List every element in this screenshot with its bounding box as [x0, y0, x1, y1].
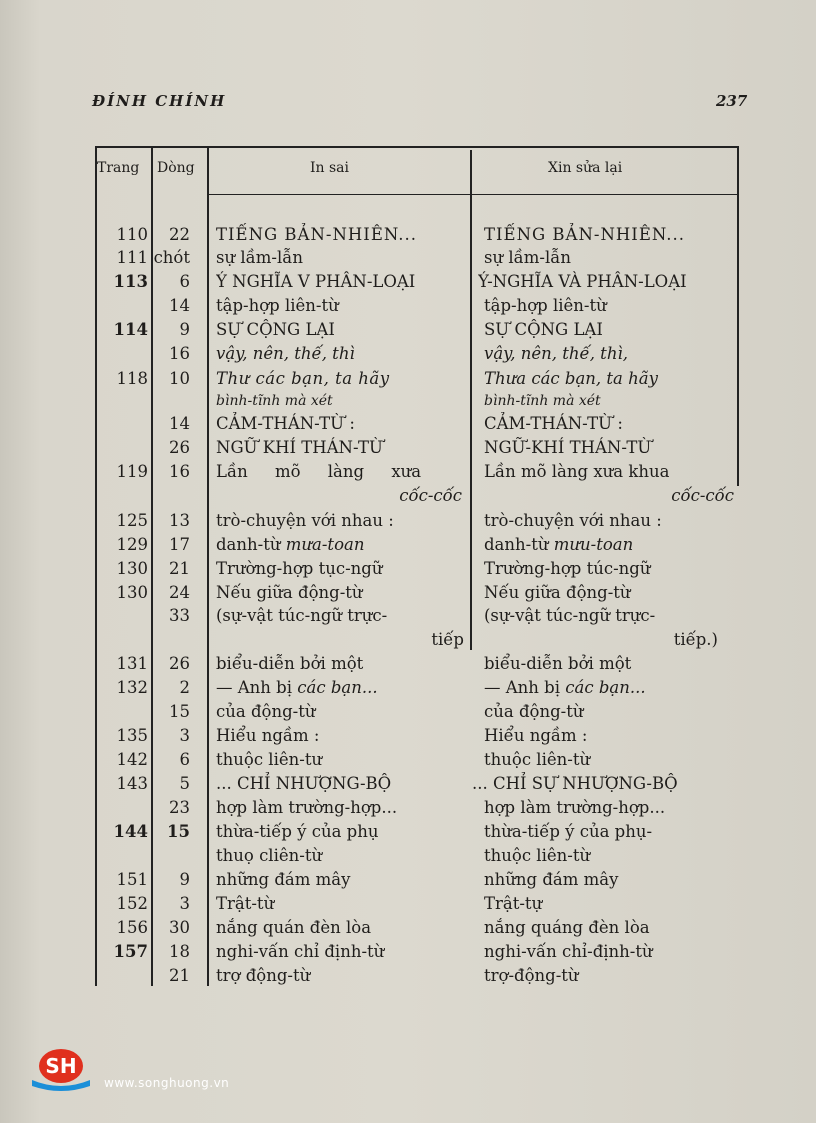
wrong-cell: trò-chuyện với nhau : — [216, 511, 394, 530]
wrong-cell: thuộc liên-tư — [216, 750, 323, 769]
table-row — [0, 940, 816, 964]
correct-cell: Thưa các bạn, ta hãy — [484, 369, 658, 388]
page-cell: 111 — [116, 248, 148, 267]
table-row — [0, 700, 816, 724]
wrong-cell: biểu-diễn bởi một — [216, 654, 364, 673]
table-row — [0, 460, 816, 484]
wrong-cell: bình-tĩnh mà xét — [216, 393, 333, 409]
table-row — [0, 367, 816, 391]
correct-cell: sự lầm-lẫn — [484, 248, 571, 267]
correct-cell — [484, 533, 738, 557]
line-cell: 15 — [169, 702, 190, 721]
line-cell: 24 — [169, 583, 190, 602]
page-cell: 135 — [116, 726, 148, 745]
table-row — [0, 389, 816, 413]
correct-cell: (sự-vật túc-ngữ trực- — [484, 606, 656, 625]
wrong-emphasis: các bạn... — [297, 678, 378, 697]
line-cell: 22 — [169, 225, 190, 244]
correct-cell: trợ-động-từ — [484, 966, 579, 985]
correct-cell: những đám mây — [484, 870, 619, 889]
wrong-cell: cốc-cốc — [399, 486, 462, 505]
correct-text: — Anh bị — [484, 678, 560, 697]
line-cell: 2 — [179, 678, 190, 697]
line-cell: 26 — [169, 438, 190, 457]
wrong-cell: Nếu giữa động-từ — [216, 583, 363, 602]
correct-cell: thuộc liên-từ — [484, 846, 591, 865]
line-cell: 5 — [179, 774, 190, 793]
wrong-cell: Lần mõ làng xưa — [216, 462, 422, 481]
line-cell: 14 — [169, 414, 190, 433]
line-cell: 21 — [169, 966, 190, 985]
correct-cell: của động-từ — [484, 702, 584, 721]
correct-cell: SỰ CỘNG LẠI — [484, 320, 603, 339]
wrong-cell: ... CHỈ NHƯỢNG-BỘ — [216, 774, 392, 793]
line-cell: 15 — [167, 822, 190, 841]
wrong-cell: thuọ cliên-từ — [216, 846, 323, 865]
line-cell: 13 — [169, 511, 190, 530]
correct-cell: thừa-tiếp ý của phụ- — [484, 822, 653, 841]
table-row — [0, 484, 816, 508]
wrong-cell: những đám mây — [216, 870, 351, 889]
line-cell: 23 — [169, 798, 190, 817]
table-row — [0, 724, 816, 748]
wrong-text: — Anh bị — [216, 678, 292, 697]
col-header-page: Trang — [97, 160, 140, 176]
correct-cell: Hiểu ngầm : — [484, 726, 588, 745]
table-row — [0, 748, 816, 772]
table-row — [0, 652, 816, 676]
correct-cell: ... CHỈ SỰ NHƯỢNG-BỘ — [472, 774, 678, 793]
page-cell: 125 — [116, 511, 148, 530]
table-row — [0, 294, 816, 318]
line-cell: 21 — [169, 559, 190, 578]
page-cell: 143 — [116, 774, 148, 793]
wrong-cell: SỰ CỘNG LẠI — [216, 320, 335, 339]
correct-cell: CẢM-THÁN-TỪ : — [484, 414, 623, 433]
line-cell: 3 — [179, 726, 190, 745]
page-cell: 131 — [116, 654, 148, 673]
table-row — [0, 342, 816, 366]
correct-cell: bình-tĩnh mà xét — [484, 393, 601, 409]
correct-cell: vậy, nên, thế, thì, — [484, 344, 628, 363]
page-cell: 132 — [116, 678, 148, 697]
page-cell: 119 — [116, 462, 148, 481]
correct-cell: Ý-NGHĨA VÀ PHÂN-LOẠI — [478, 272, 687, 291]
correct-emphasis: mưu-toan — [553, 535, 634, 554]
correct-cell: TIẾNG BẢN-NHIÊN... — [484, 225, 685, 244]
line-cell: 9 — [179, 870, 190, 889]
wrong-cell: sự lầm-lẫn — [216, 248, 303, 267]
table-row — [0, 628, 816, 652]
line-cell: 6 — [179, 272, 190, 291]
page-cell: 113 — [113, 272, 148, 291]
page-cell: 144 — [113, 822, 148, 841]
wrong-cell: Thư các bạn, ta hãy — [216, 369, 390, 388]
table-row — [0, 509, 816, 533]
line-cell: 26 — [169, 654, 190, 673]
line-cell: 10 — [169, 369, 190, 388]
wrong-cell: tiếp — [431, 630, 464, 649]
table-row — [0, 533, 816, 557]
line-cell: 6 — [179, 750, 190, 769]
table-row — [0, 557, 816, 581]
songhuong-logo-icon — [28, 1046, 94, 1092]
correct-cell: trò-chuyện với nhau : — [484, 511, 662, 530]
page-cell: 130 — [116, 559, 148, 578]
line-cell: 9 — [179, 320, 190, 339]
correct-cell: Lần mõ làng xưa khua — [484, 462, 670, 481]
correct-cell: Trường-hợp túc-ngữ — [484, 559, 651, 578]
page-cell: 110 — [116, 225, 148, 244]
line-cell: chót — [153, 248, 190, 267]
correct-cell: nắng quáng đèn lòa — [484, 918, 650, 937]
wrong-cell: thừa-tiếp ý của phụ — [216, 822, 379, 841]
correct-cell: thuộc liên-từ — [484, 750, 591, 769]
table-row — [0, 916, 816, 940]
running-header: ĐÍNH CHÍNH — [92, 92, 227, 110]
correct-cell: nghi-vấn chỉ-định-từ — [484, 942, 653, 961]
table-row — [0, 964, 816, 988]
line-cell: 33 — [169, 606, 190, 625]
table-row — [0, 892, 816, 916]
table-row — [0, 796, 816, 820]
table-row — [0, 820, 816, 844]
page-number: 237 — [716, 92, 748, 110]
col-header-correct: Xin sửa lại — [548, 160, 623, 176]
wrong-cell: Ý NGHĨA V PHÂN-LOẠI — [216, 272, 416, 291]
line-cell: 14 — [169, 296, 190, 315]
wrong-cell: tập-hợp liên-từ — [216, 296, 339, 315]
logo-text: SH — [45, 1054, 77, 1078]
page-cell: 142 — [116, 750, 148, 769]
correct-emphasis: các bạn... — [565, 678, 646, 697]
correct-cell: hợp làm trường-hợp... — [484, 798, 666, 817]
correct-text: danh-từ — [484, 535, 549, 554]
wrong-cell: của động-từ — [216, 702, 316, 721]
table-row — [0, 772, 816, 796]
wrong-cell: Hiểu ngầm : — [216, 726, 320, 745]
correct-cell: NGỮ-KHÍ THÁN-TỪ — [484, 438, 652, 457]
col-header-line: Dòng — [157, 160, 195, 176]
table-top-rule — [95, 146, 739, 148]
wrong-cell: (sự-vật túc-ngữ trực- — [216, 606, 388, 625]
table-row — [0, 223, 816, 247]
page-cell: 157 — [113, 942, 148, 961]
correct-cell: Nếu giữa động-từ — [484, 583, 631, 602]
page-cell: 129 — [116, 535, 148, 554]
correct-cell: biểu-diễn bởi một — [484, 654, 632, 673]
watermark-url: www.songhuong.vn — [104, 1076, 230, 1090]
table-row — [0, 270, 816, 294]
wrong-cell: trợ động-từ — [216, 966, 311, 985]
wrong-cell: nắng quán đèn lòa — [216, 918, 372, 937]
line-cell: 16 — [169, 344, 190, 363]
line-cell: 17 — [169, 535, 190, 554]
wrong-cell: vậy, nên, thế, thì — [216, 344, 355, 363]
wrong-cell — [216, 676, 468, 700]
wrong-cell: CẢM-THÁN-TỪ : — [216, 414, 355, 433]
line-cell: 16 — [169, 462, 190, 481]
wrong-cell: nghi-vấn chỉ định-từ — [216, 942, 385, 961]
wrong-cell: hợp làm trường-hợp... — [216, 798, 398, 817]
page-cell: 151 — [116, 870, 148, 889]
correct-cell: tiếp.) — [673, 630, 718, 649]
correct-cell: Trật-tự — [484, 894, 543, 913]
page-cell: 156 — [116, 918, 148, 937]
table-row — [0, 412, 816, 436]
wrong-emphasis: mưa-toan — [285, 535, 365, 554]
table-row — [0, 676, 816, 700]
table-row — [0, 436, 816, 460]
wrong-cell: Trường-hợp tục-ngữ — [216, 559, 383, 578]
correct-cell: tập-hợp liên-từ — [484, 296, 607, 315]
page-cell: 152 — [116, 894, 148, 913]
wrong-cell: NGỮ KHÍ THÁN-TỪ — [216, 438, 383, 457]
correct-cell — [484, 676, 738, 700]
wrong-text: danh-từ — [216, 535, 281, 554]
line-cell: 18 — [169, 942, 190, 961]
wrong-cell — [216, 533, 468, 557]
table-row — [0, 844, 816, 868]
page-cell: 114 — [113, 320, 148, 339]
table-row — [0, 581, 816, 605]
table-row — [0, 604, 816, 628]
correct-cell: cốc-cốc — [671, 486, 734, 505]
table-row — [0, 246, 816, 270]
line-cell: 3 — [179, 894, 190, 913]
line-cell: 30 — [169, 918, 190, 937]
table-row — [0, 868, 816, 892]
wrong-cell: TIẾNG BẢN-NHIÊN... — [216, 225, 417, 244]
page-cell: 130 — [116, 583, 148, 602]
col-header-wrong: In sai — [310, 160, 350, 176]
header-rule — [208, 194, 738, 195]
page-cell: 118 — [116, 369, 148, 388]
table-row — [0, 318, 816, 342]
wrong-cell: Trật-từ — [216, 894, 275, 913]
